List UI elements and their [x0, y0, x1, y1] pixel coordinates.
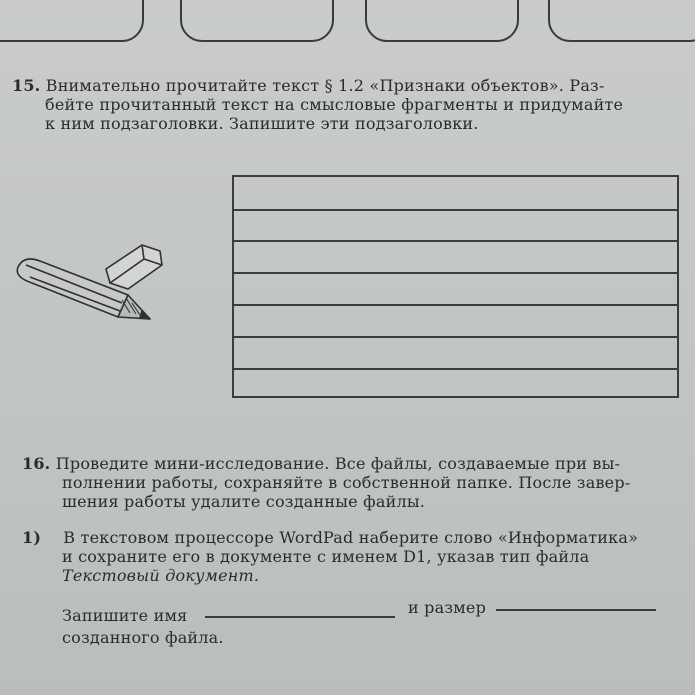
step-text-line: В текстовом процессоре WordPad наберите слово «Информатика»	[63, 528, 639, 547]
file-size-blank[interactable]	[496, 609, 656, 611]
previous-answer-boxes	[0, 0, 695, 40]
task-text-line: Внимательно прочитайте текст § 1.2 «Признаки объектов». Раз-	[45, 76, 605, 95]
answer-line	[234, 368, 677, 370]
task-text-line: полнении работы, сохраняйте в собственной папке. После завер-	[62, 473, 631, 492]
step-number: 1)	[22, 528, 42, 547]
task-number: 15.	[12, 76, 41, 95]
answer-line	[234, 272, 677, 274]
task-text-line: Проведите мини-исследование. Все файлы, создаваемые при вы-	[55, 454, 621, 473]
fill-size-label: и размер	[408, 598, 487, 617]
task-16	[22, 454, 687, 511]
answer-cell	[180, 0, 334, 42]
answer-line	[234, 304, 677, 306]
file-name-blank[interactable]	[205, 616, 395, 618]
task-15	[12, 76, 687, 133]
answer-cell	[0, 0, 144, 42]
step-1	[22, 528, 687, 585]
task-text-line: к ним подзаголовки. Запишите эти подзаголовки.	[45, 114, 479, 133]
step-text-line: и сохраните его в документе с именем D1, указав тип файла	[62, 547, 590, 566]
task-number: 16.	[22, 454, 51, 473]
answer-line	[234, 209, 677, 211]
fill-name-label: Запишите имя	[62, 606, 188, 625]
answer-cell	[365, 0, 519, 42]
answer-lines-box[interactable]	[232, 175, 679, 398]
task-text-line: шения работы удалите созданные файлы.	[62, 492, 426, 511]
task-text-line: бейте прочитанный текст на смысловые фрагменты и придумайте	[45, 95, 624, 114]
fill-tail-text: созданного файла.	[62, 628, 224, 647]
pencil-icon	[10, 225, 170, 335]
step-text-line: Текстовый документ.	[62, 566, 260, 585]
answer-line	[234, 336, 677, 338]
answer-cell	[548, 0, 695, 42]
answer-line	[234, 240, 677, 242]
